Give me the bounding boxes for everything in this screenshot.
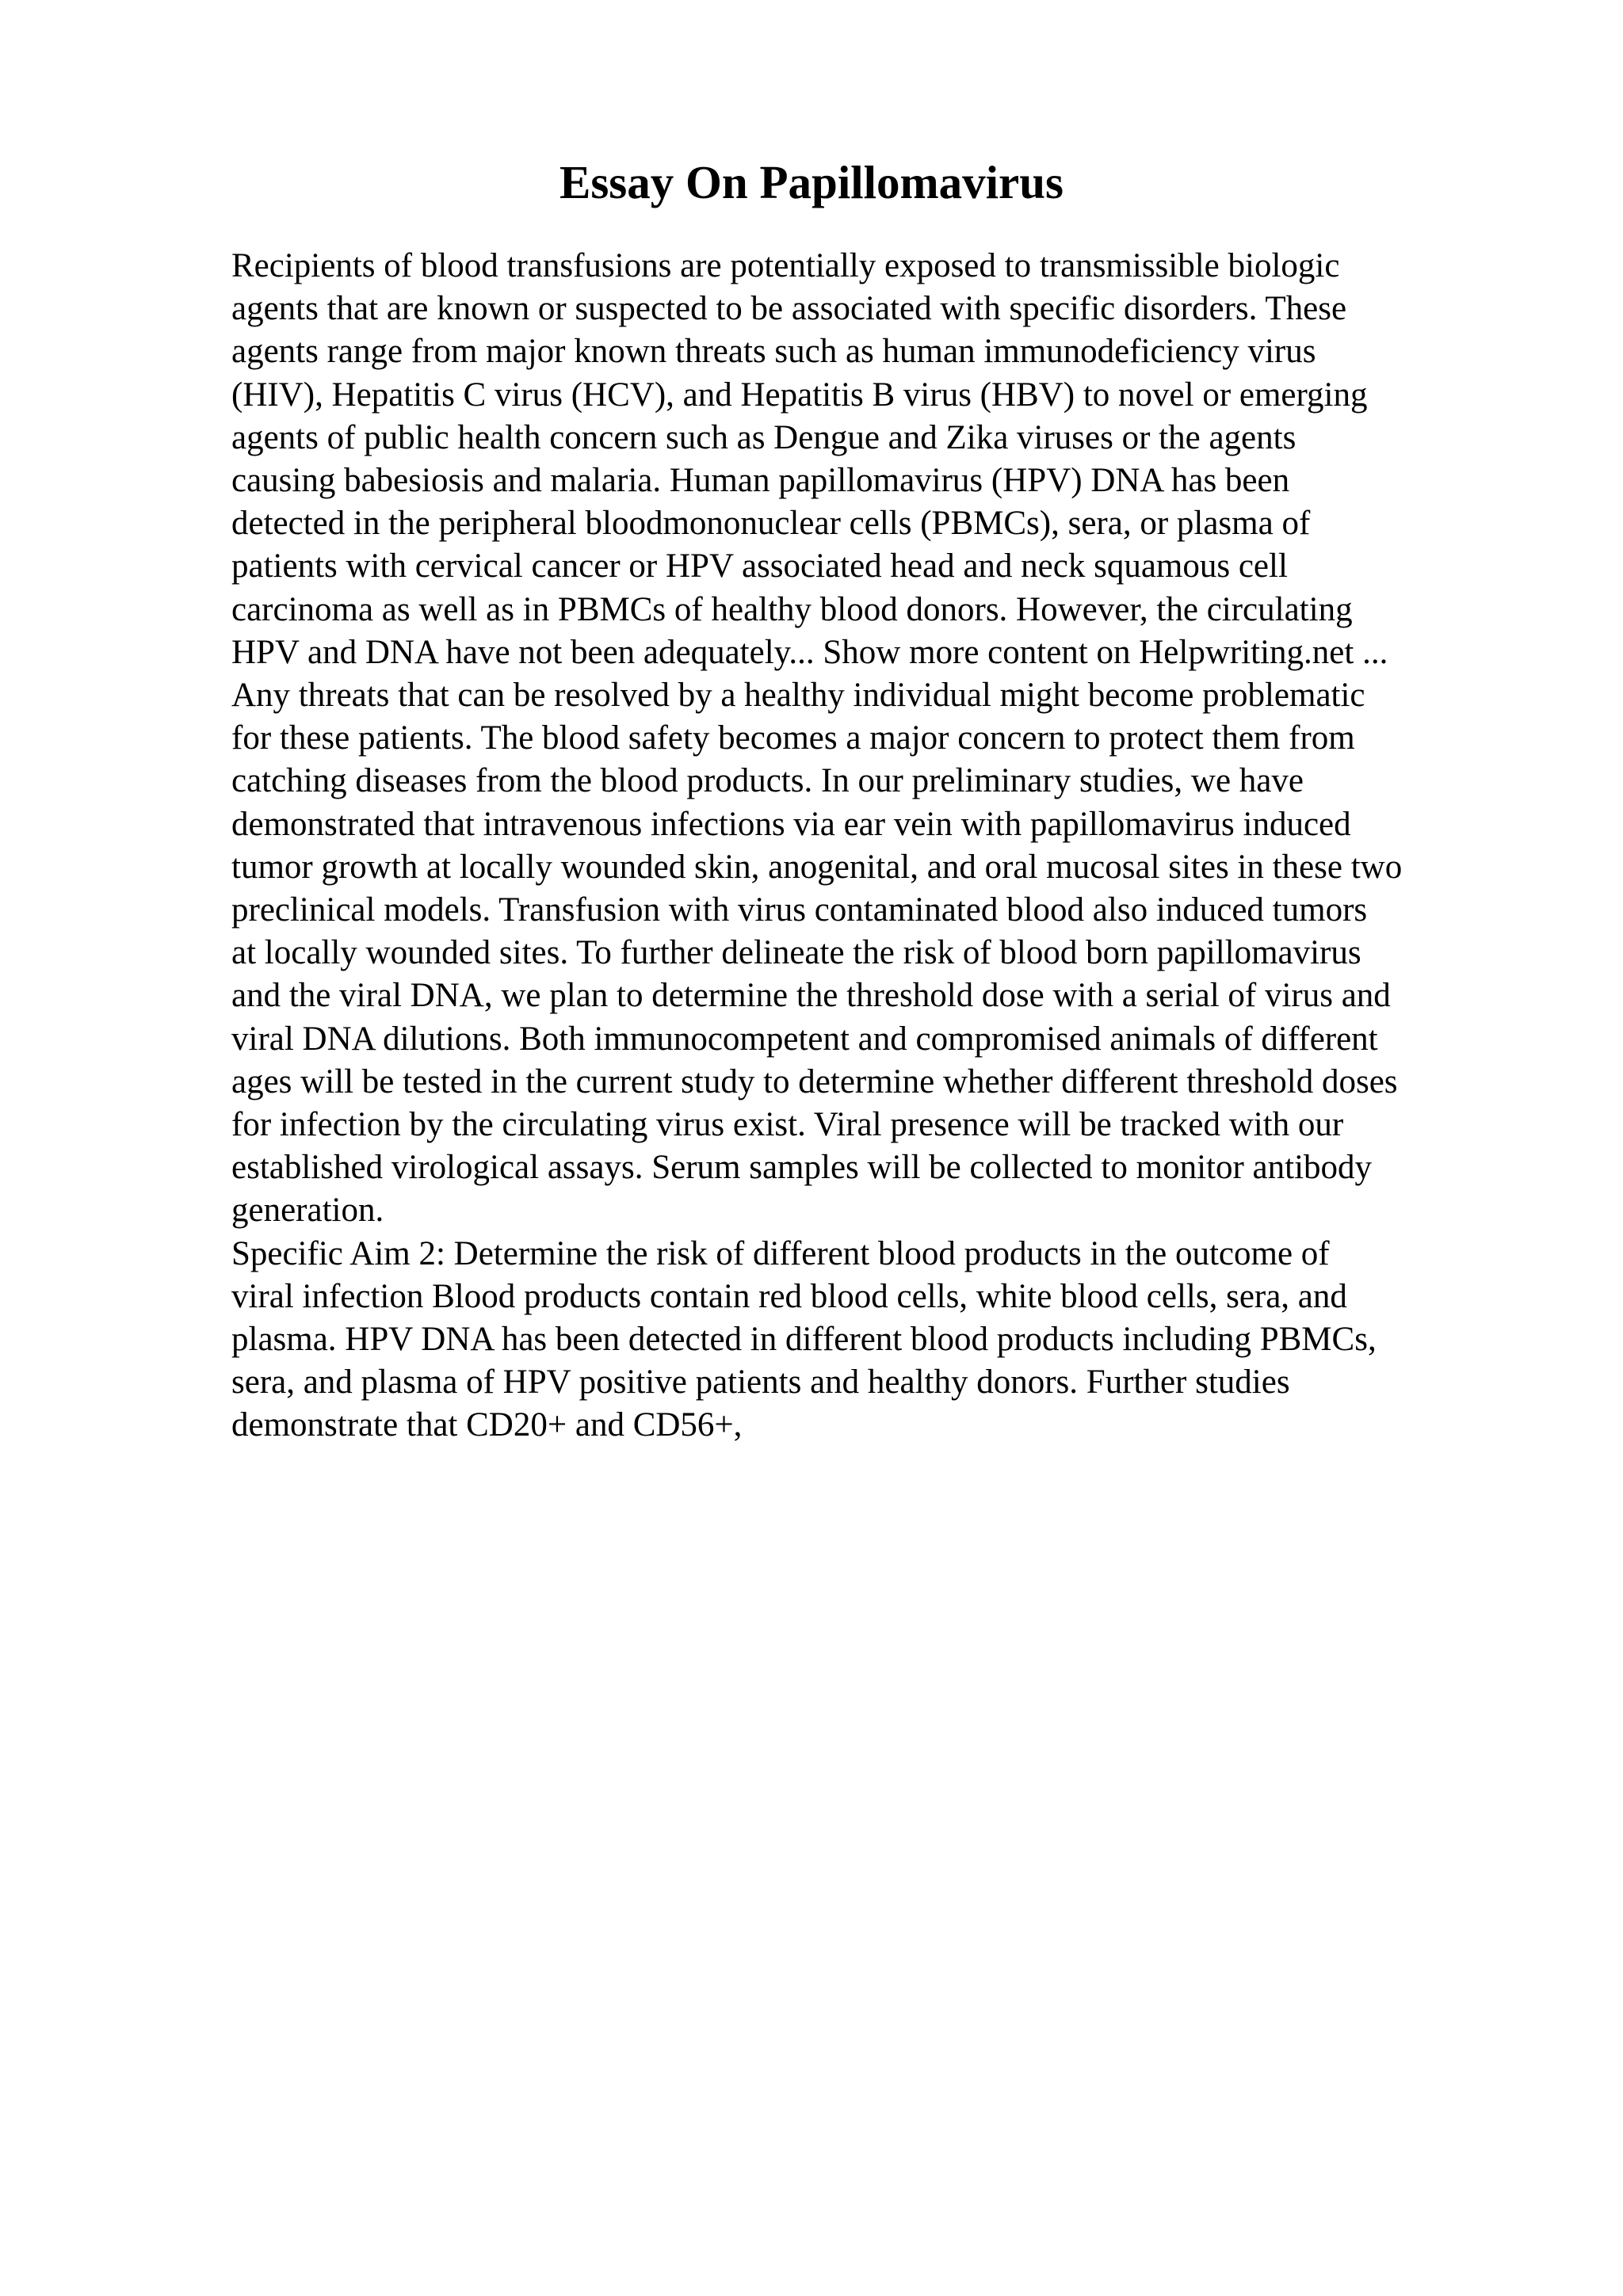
text-line: preclinical models. Transfusion with virus contaminated blood also induced tumors [231, 891, 1368, 929]
text-line: Recipients of blood transfusions are potentially exposed to transmissible biologic [231, 247, 1340, 284]
document-title: Essay On Papillomavirus [559, 156, 1064, 208]
text-line: established virological assays. Serum samples will be collected to monitor antibody [231, 1149, 1373, 1187]
text-line: and the viral DNA, we plan to determine the threshold dose with a serial of virus and [231, 977, 1391, 1015]
text-line: plasma. HPV DNA has been detected in different blood products including PBMCs, [231, 1321, 1377, 1359]
text-line: agents that are known or suspected to be associated with specific disorders. These [231, 290, 1347, 328]
text-line: for these patients. The blood safety becomes a major concern to protect them from [231, 719, 1355, 757]
text-line: detected in the peripheral bloodmononuclear cells (PBMCs), sera, or plasma of [231, 505, 1311, 543]
text-line: Specific Aim 2: Determine the risk of different blood products in the outcome of [231, 1234, 1330, 1272]
text-line: patients with cervical cancer or HPV associated head and neck squamous cell [231, 547, 1288, 585]
text-line: causing babesiosis and malaria. Human papillomavirus (HPV) DNA has been [231, 462, 1290, 500]
text-line: catching diseases from the blood products. In our preliminary studies, we have [231, 762, 1304, 800]
text-line: generation. [231, 1192, 384, 1230]
text-line: agents range from major known threats such as human immunodeficiency virus [231, 333, 1316, 371]
text-line: agents of public health concern such as Dengue and Zika viruses or the agents [231, 418, 1296, 456]
text-line: sera, and plasma of HPV positive patients and healthy donors. Further studies [231, 1363, 1290, 1402]
text-line: (HIV), Hepatitis C virus (HCV), and Hepatitis B virus (HBV) to novel or emerging [231, 376, 1368, 414]
text-line: for infection by the circulating virus exist. Viral presence will be tracked with our [231, 1106, 1344, 1144]
text-line: carcinoma as well as in PBMCs of healthy blood donors. However, the circulating [231, 590, 1353, 628]
text-line: demonstrated that intravenous infections via ear vein with papillomavirus induced [231, 805, 1351, 843]
text-line: tumor growth at locally wounded skin, anogenital, and oral mucosal sites in these two [231, 848, 1403, 886]
text-line: HPV and DNA have not been adequately... Show more content on Helpwriting.net ... [231, 633, 1388, 671]
text-line: viral DNA dilutions. Both immunocompetent and compromised animals of different [231, 1020, 1378, 1058]
document-body [231, 245, 1531, 1447]
text-line: at locally wounded sites. To further delineate the risk of blood born papillomavirus [231, 934, 1361, 972]
text-line: viral infection Blood products contain red blood cells, white blood cells, sera, and [231, 1277, 1347, 1315]
text-line: Any threats that can be resolved by a healthy individual might become problematic [231, 677, 1365, 715]
text-line: ages will be tested in the current study to determine whether different threshold doses [231, 1062, 1398, 1100]
text-line: demonstrate that CD20+ and CD56+, [231, 1406, 743, 1444]
